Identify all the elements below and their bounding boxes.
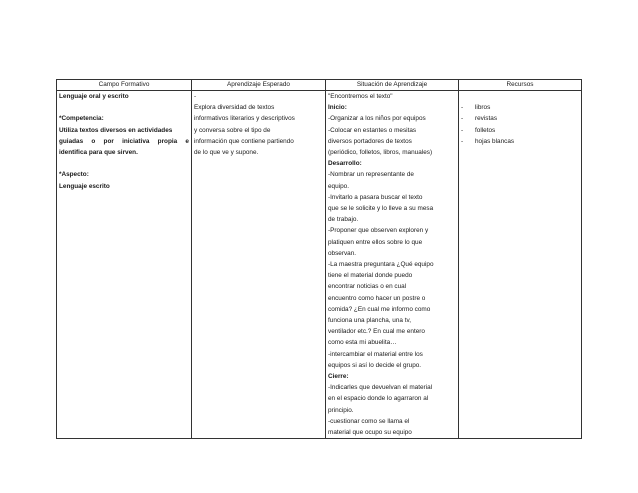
list-item: [461, 136, 579, 147]
cierre-line: principio.: [328, 406, 354, 414]
aprendizaje-line: Explora diversidad de textos: [194, 104, 275, 112]
desarrollo-line: -intercambiar el material entre los: [328, 350, 423, 358]
bullet-dash: -: [461, 126, 464, 134]
aprendizaje-line: y conversa sobre el tipo de: [194, 126, 271, 134]
header-aprendizaje-esperado: Aprendizaje Esperado: [192, 80, 326, 91]
desarrollo-line: equipos si así lo decide el grupo.: [328, 361, 422, 369]
campo-title: Lenguaje oral y escrito: [59, 93, 129, 100]
desarrollo-line: -La maestra preguntara ¿Qué equipo: [328, 261, 434, 269]
situacion-title: "Encontremos el texto": [328, 93, 393, 100]
bullet-dash: -: [461, 115, 464, 123]
aspecto-label: *Aspecto:: [59, 171, 89, 179]
desarrollo-line: -Nombrar un representante de: [328, 171, 414, 179]
desarrollo-line: observan.: [328, 249, 357, 257]
desarrollo-label: Desarrollo:: [328, 160, 362, 168]
aprendizaje-line: información que contiene partiendo: [194, 137, 294, 145]
desarrollo-line: -Invitarlo a pasara buscar el texto: [328, 193, 423, 201]
aprendizaje-dash: -: [194, 93, 197, 100]
header-situacion-aprendizaje: Situación de Aprendizaje: [326, 80, 459, 91]
cell-recursos: [459, 91, 582, 439]
desarrollo-line: de trabajo.: [328, 216, 359, 224]
cell-situacion-aprendizaje: [326, 91, 459, 439]
inicio-line: (periódico, folletos, libros, manuales): [328, 149, 433, 157]
desarrollo-line: encuentro como hacer un postre o: [328, 294, 426, 302]
list-item: [461, 102, 579, 113]
desarrollo-line: ventilador etc.? En cual me entero: [328, 328, 425, 336]
inicio-line: diversos portadores de textos: [328, 137, 412, 145]
desarrollo-line: equipo.: [328, 182, 349, 190]
aspecto-text: Lenguaje escrito: [59, 182, 110, 190]
cierre-label: Cierre:: [328, 373, 349, 381]
inicio-line: -Colocar en estantes o mesitas: [328, 126, 417, 134]
recursos-list: [461, 102, 579, 147]
cierre-line: -Indicarles que devuelvan el material: [328, 384, 433, 392]
recurso-label: folletos: [475, 126, 496, 134]
bullet-dash: -: [461, 137, 464, 145]
cierre-line: -cuestionar como se llama el: [328, 417, 410, 425]
header-recursos: Recursos: [459, 80, 582, 91]
competencia-label: *Competencia:: [59, 115, 104, 123]
inicio-label: Inicio:: [328, 104, 347, 112]
recurso-label: libros: [475, 104, 491, 112]
aprendizaje-line: informativos literarios y descriptivos: [194, 115, 295, 123]
inicio-line: -Organizar a los niños por equipos: [328, 115, 426, 123]
desarrollo-line: comida? ¿En cual me informo como: [328, 305, 431, 313]
header-row: [57, 80, 582, 91]
cierre-line: material que ocupo su equipo: [328, 429, 412, 437]
recurso-label: hojas blancas: [475, 137, 515, 145]
lesson-plan-table: [56, 79, 582, 439]
desarrollo-line: platiquen entre ellos sobre lo que: [328, 238, 423, 246]
desarrollo-line: como esta mi abuelita…: [328, 339, 397, 347]
cierre-line: en el espacio donde lo agarraron al: [328, 395, 429, 403]
header-campo-formativo: Campo Formativo: [57, 80, 192, 91]
list-item: [461, 113, 579, 124]
desarrollo-line: encontrar noticias o en cual: [328, 283, 407, 291]
cell-aprendizaje-esperado: [192, 91, 326, 439]
list-item: [461, 125, 579, 136]
competencia-line: guiadas o por iniciativa propia e: [59, 137, 189, 145]
bullet-dash: -: [461, 104, 464, 112]
recurso-label: revistas: [475, 115, 498, 123]
cell-campo-formativo: [57, 91, 192, 439]
aprendizaje-line: de lo que ve y supone.: [194, 149, 259, 157]
competencia-line: identifica para que sirven.: [59, 149, 138, 156]
desarrollo-line: tiene el material donde puedo: [328, 272, 413, 280]
content-row: [57, 91, 582, 439]
desarrollo-line: que se le solicite y lo lleve a su mesa: [328, 205, 434, 213]
desarrollo-line: funciona una plancha, una tv,: [328, 317, 412, 325]
desarrollo-line: -Proponer que observen exploren y: [328, 227, 429, 235]
competencia-line: Utiliza textos diversos en actividades: [59, 126, 173, 134]
